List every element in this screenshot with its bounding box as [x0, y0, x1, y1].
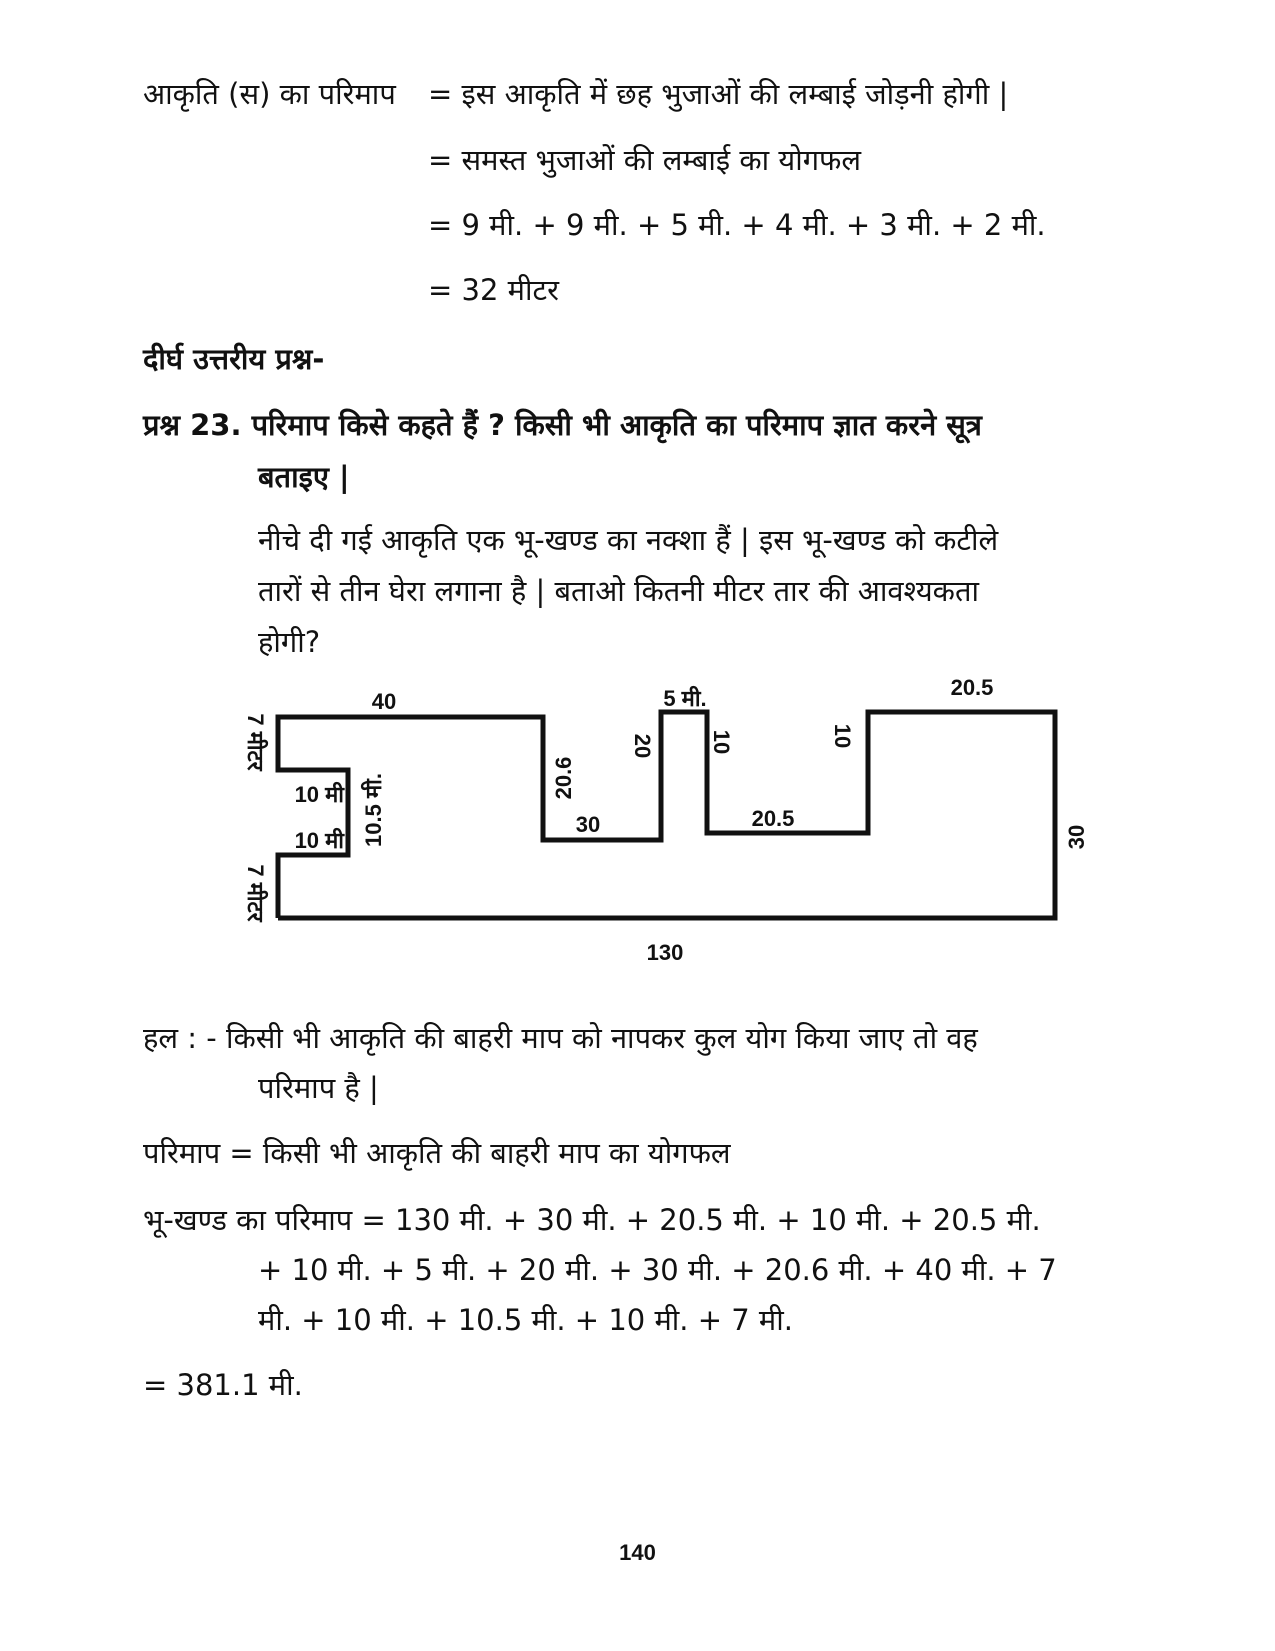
perimeter-s-label: आकृति (स) का परिमाप [143, 77, 396, 111]
solution-line-2: परिमाप है | [258, 1071, 379, 1105]
label-left-lower: 7 मीटर [243, 864, 268, 922]
question-para-line-1: नीचे दी गई आकृति एक भू-खण्ड का नक्शा हैं | इस भू-खण्ड को कटीले [258, 523, 999, 557]
label-dip-left: 20.6 [551, 756, 576, 800]
perimeter-s-result: = 32 मीटर [428, 273, 559, 307]
land-plot-outline [278, 712, 1055, 918]
perimeter-s-line-1: = इस आकृति में छह भुजाओं की लम्बाई जोड़नी होगी | [428, 77, 1009, 111]
label-left-upper: 7 मीटर [243, 713, 268, 771]
solution-sum-line-3: मी. + 10 मी. + 10.5 मी. + 10 मी. + 7 मी. [258, 1303, 793, 1337]
label-right-side: 30 [1064, 824, 1089, 850]
question-line-1: प्रश्न 23. परिमाप किसे कहते हैं ? किसी भी आकृति का परिमाप ज्ञात करने सूत्र [143, 408, 982, 442]
question-line-2: बताइए | [258, 460, 350, 494]
solution-sum-line-1: भू-खण्ड का परिमाप = 130 मी. + 30 मी. + 20.5 मी. + 10 मी. + 20.5 मी. [143, 1203, 1041, 1237]
solution-result: = 381.1 मी. [143, 1368, 303, 1402]
label-notch-upper: 10 मी [294, 782, 344, 807]
solution-line-1: हल : - किसी भी आकृति की बाहरी माप को नापकर कुल योग किया जाए तो वह [143, 1021, 978, 1055]
section-heading: दीर्घ उत्तरीय प्रश्न- [143, 342, 325, 376]
page-number: 140 [619, 1540, 656, 1565]
label-top-left: 40 [371, 689, 397, 714]
label-right-top: 20.5 [950, 675, 994, 700]
solution-formula: परिमाप = किसी भी आकृति की बाहरी माप का योगफल [143, 1136, 731, 1170]
label-spike-top: 5 मी. [663, 686, 707, 711]
solution-sum-line-2: + 10 मी. + 5 मी. + 20 मी. + 30 मी. + 20.6 मी. + 40 मी. + 7 [258, 1253, 1057, 1287]
label-dip-bottom: 30 [575, 812, 601, 837]
label-notch-lower: 10 मी [294, 828, 344, 853]
perimeter-s-line-2: = समस्त भुजाओं की लम्बाई का योगफल [428, 143, 862, 177]
question-para-line-2: तारों से तीन घेरा लगाना है | बताओ कितनी मीटर तार की आवश्यकता [258, 574, 979, 608]
perimeter-s-line-3: = 9 मी. + 9 मी. + 5 मी. + 4 मी. + 3 मी. + 2 मी. [428, 208, 1046, 242]
label-spike-left: 20 [630, 733, 655, 759]
label-right-step: 10 [830, 723, 855, 749]
label-mid-bottom: 20.5 [751, 806, 795, 831]
label-notch-depth: 10.5 मी. [361, 773, 386, 847]
label-bottom: 130 [646, 940, 684, 965]
label-spike-right: 10 [709, 729, 734, 755]
question-para-line-3: होगी? [258, 625, 321, 659]
